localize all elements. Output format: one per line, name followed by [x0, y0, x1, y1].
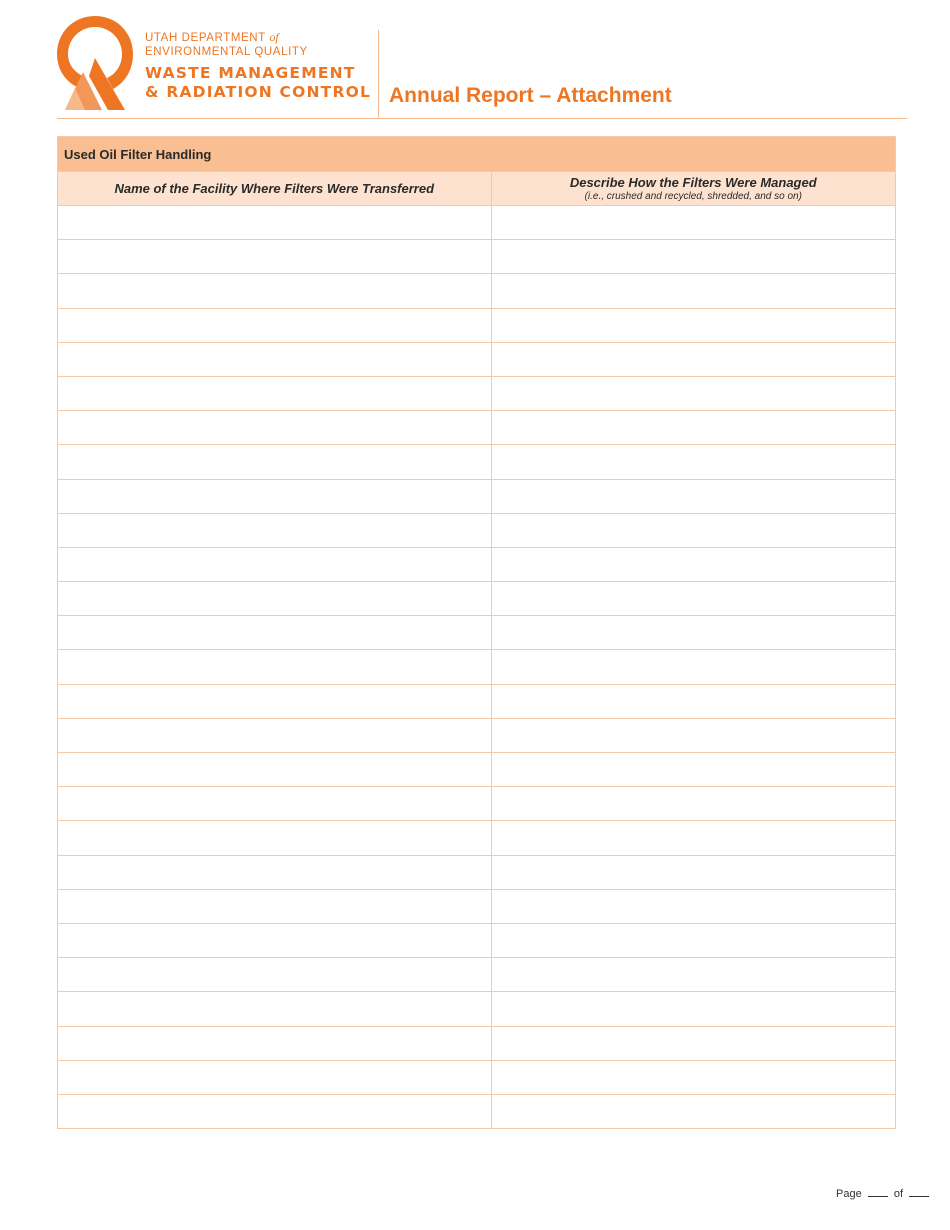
table-row — [58, 513, 896, 547]
facility-name-cell[interactable] — [58, 923, 492, 957]
logo-line-department: UTAH DEPARTMENT of — [145, 30, 279, 44]
table-row — [58, 376, 896, 410]
facility-name-cell[interactable] — [58, 582, 492, 616]
facility-name-cell[interactable] — [58, 240, 492, 274]
management-description-cell[interactable] — [491, 650, 896, 684]
table-row — [58, 923, 896, 957]
management-description-cell[interactable] — [491, 821, 896, 855]
management-description-cell[interactable] — [491, 684, 896, 718]
table-row — [58, 274, 896, 308]
page-header — [0, 0, 950, 120]
deq-logo-icon — [55, 14, 135, 112]
management-description-cell[interactable] — [491, 445, 896, 479]
management-description-cell[interactable] — [491, 1094, 896, 1128]
management-description-cell[interactable] — [491, 753, 896, 787]
facility-name-cell[interactable] — [58, 753, 492, 787]
logo-wordmark — [145, 30, 375, 102]
management-description-cell[interactable] — [491, 582, 896, 616]
table-row — [58, 684, 896, 718]
management-description-cell[interactable] — [491, 547, 896, 581]
logo-line-environmental: ENVIRONMENTAL QUALITY — [145, 46, 308, 58]
facility-name-cell[interactable] — [58, 718, 492, 752]
table-row — [58, 240, 896, 274]
table-row — [58, 445, 896, 479]
table-row — [58, 1026, 896, 1060]
table-row — [58, 582, 896, 616]
facility-name-cell[interactable] — [58, 1094, 492, 1128]
facility-name-cell[interactable] — [58, 513, 492, 547]
page-title: Annual Report – Attachment — [389, 84, 672, 107]
section-title: Used Oil Filter Handling — [58, 137, 896, 172]
management-description-cell[interactable] — [491, 206, 896, 240]
table-row — [58, 889, 896, 923]
logo-line-waste: WASTE MANAGEMENT — [145, 64, 356, 82]
page-number-blank[interactable] — [868, 1186, 888, 1197]
management-description-cell[interactable] — [491, 923, 896, 957]
facility-name-cell[interactable] — [58, 787, 492, 821]
col-header-management — [491, 172, 896, 206]
table-row — [58, 1060, 896, 1094]
facility-name-cell[interactable] — [58, 376, 492, 410]
table-row — [58, 547, 896, 581]
facility-name-cell[interactable] — [58, 479, 492, 513]
facility-name-cell[interactable] — [58, 411, 492, 445]
table-body — [58, 206, 896, 1129]
table-row — [58, 958, 896, 992]
facility-name-cell[interactable] — [58, 684, 492, 718]
table-row — [58, 616, 896, 650]
facility-name-cell[interactable] — [58, 821, 492, 855]
col-header-management-title: Describe How the Filters Were Managed — [569, 174, 817, 190]
management-description-cell[interactable] — [491, 1026, 896, 1060]
facility-name-cell[interactable] — [58, 274, 492, 308]
management-description-cell[interactable] — [491, 274, 896, 308]
management-description-cell[interactable] — [491, 992, 896, 1026]
page-number-field — [836, 1186, 932, 1200]
facility-name-cell[interactable] — [58, 958, 492, 992]
facility-name-cell[interactable] — [58, 889, 492, 923]
facility-name-cell[interactable] — [58, 616, 492, 650]
facility-name-cell[interactable] — [58, 342, 492, 376]
management-description-cell[interactable] — [491, 342, 896, 376]
table-row — [58, 718, 896, 752]
facility-name-cell[interactable] — [58, 445, 492, 479]
management-description-cell[interactable] — [491, 513, 896, 547]
management-description-cell[interactable] — [491, 1060, 896, 1094]
header-rule — [57, 118, 907, 119]
facility-name-cell[interactable] — [58, 547, 492, 581]
table-row — [58, 992, 896, 1026]
of-label: of — [893, 1188, 904, 1200]
table-row — [58, 411, 896, 445]
facility-name-cell[interactable] — [58, 308, 492, 342]
table-row — [58, 342, 896, 376]
table-row — [58, 753, 896, 787]
management-description-cell[interactable] — [491, 718, 896, 752]
oil-filter-table — [57, 136, 896, 1129]
management-description-cell[interactable] — [491, 411, 896, 445]
table-row — [58, 787, 896, 821]
table-row — [58, 1094, 896, 1128]
management-description-cell[interactable] — [491, 787, 896, 821]
facility-name-cell[interactable] — [58, 1060, 492, 1094]
page-label: Page — [836, 1188, 862, 1200]
management-description-cell[interactable] — [491, 616, 896, 650]
facility-name-cell[interactable] — [58, 1026, 492, 1060]
col-header-facility: Name of the Facility Where Filters Were Transferred — [58, 172, 492, 206]
facility-name-cell[interactable] — [58, 650, 492, 684]
facility-name-cell[interactable] — [58, 206, 492, 240]
facility-name-cell[interactable] — [58, 855, 492, 889]
management-description-cell[interactable] — [491, 376, 896, 410]
management-description-cell[interactable] — [491, 958, 896, 992]
table-row — [58, 821, 896, 855]
table-row — [58, 206, 896, 240]
col-header-management-subtitle: (i.e., crushed and recycled, shredded, and so on) — [584, 190, 802, 202]
management-description-cell[interactable] — [491, 855, 896, 889]
management-description-cell[interactable] — [491, 889, 896, 923]
table-row — [58, 650, 896, 684]
management-description-cell[interactable] — [491, 308, 896, 342]
management-description-cell[interactable] — [491, 240, 896, 274]
table-row — [58, 479, 896, 513]
table-row — [58, 308, 896, 342]
logo-line-radiation: & RADIATION CONTROL — [145, 83, 372, 101]
page-total-blank[interactable] — [909, 1186, 929, 1197]
table-row — [58, 855, 896, 889]
header-divider — [378, 30, 379, 118]
facility-name-cell[interactable] — [58, 992, 492, 1026]
management-description-cell[interactable] — [491, 479, 896, 513]
